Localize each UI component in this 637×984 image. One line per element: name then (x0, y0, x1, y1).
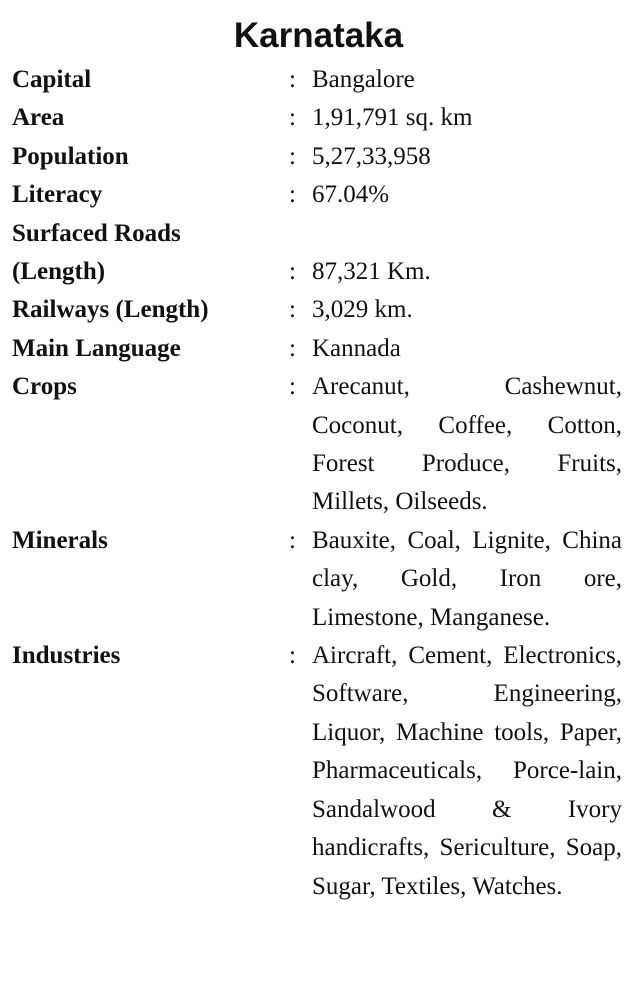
fact-value: 87,321 Km. (312, 258, 431, 286)
fact-value: 67.04% (312, 181, 390, 209)
colon-separator: : (289, 296, 296, 324)
fact-label: Main Language (12, 334, 181, 362)
fact-row-main-language (0, 330, 637, 368)
colon-separator: : (289, 258, 296, 286)
colon-separator: : (289, 526, 296, 554)
fact-value: 1,91,791 sq. km (312, 104, 473, 132)
fact-row-surfaced-roads (0, 215, 637, 253)
fact-row-railways (0, 291, 637, 329)
fact-label: Industries (12, 642, 121, 670)
fact-row-population (0, 138, 637, 176)
colon-separator: : (289, 373, 296, 401)
fact-value: Kannada (312, 334, 401, 362)
fact-label: Area (12, 104, 65, 132)
fact-row-crops (0, 368, 637, 522)
fact-label: Railways (Length) (12, 296, 209, 324)
fact-row-industries (0, 637, 637, 906)
fact-sheet (0, 61, 637, 906)
fact-label: Surfaced Roads (12, 219, 181, 247)
fact-value: Aircraft, Cement, Electronics, Software, Engineering, Liquor, Machine tools, Paper, Pharmaceuticals, Porce-lain, Sandalwood & Ivory handicrafts, Sericulture, Soap, Sugar, Textiles, Watches. (312, 642, 622, 900)
colon-separator: : (289, 142, 296, 170)
fact-value (312, 215, 622, 253)
fact-value: Arecanut, Cashewnut, Coconut, Coffee, Cotton, Forest Produce, Fruits, Millets, Oilseeds. (312, 373, 622, 516)
fact-row-roads-length (0, 253, 637, 291)
page-title: Karnataka (233, 16, 404, 55)
fact-value: Bauxite, Coal, Lignite, China clay, Gold, Iron ore, Limestone, Manganese. (312, 526, 622, 631)
fact-row-area (0, 99, 637, 137)
fact-label: (Length) (12, 258, 106, 286)
colon-separator: : (289, 66, 296, 93)
fact-label: Crops (12, 373, 77, 401)
fact-label: Literacy (12, 181, 103, 209)
fact-value: 5,27,33,958 (312, 142, 431, 170)
fact-row-capital (0, 61, 637, 99)
colon-separator: : (289, 334, 296, 362)
fact-label: Population (12, 142, 129, 170)
fact-value: Bangalore (312, 66, 415, 93)
colon-separator: : (289, 642, 296, 670)
fact-value: 3,029 km. (312, 296, 413, 324)
fact-label: Capital (12, 66, 92, 93)
fact-label: Minerals (12, 526, 108, 554)
fact-row-literacy (0, 176, 637, 214)
colon-separator: : (289, 104, 296, 132)
colon-separator: : (289, 181, 296, 209)
fact-row-minerals (0, 522, 637, 637)
